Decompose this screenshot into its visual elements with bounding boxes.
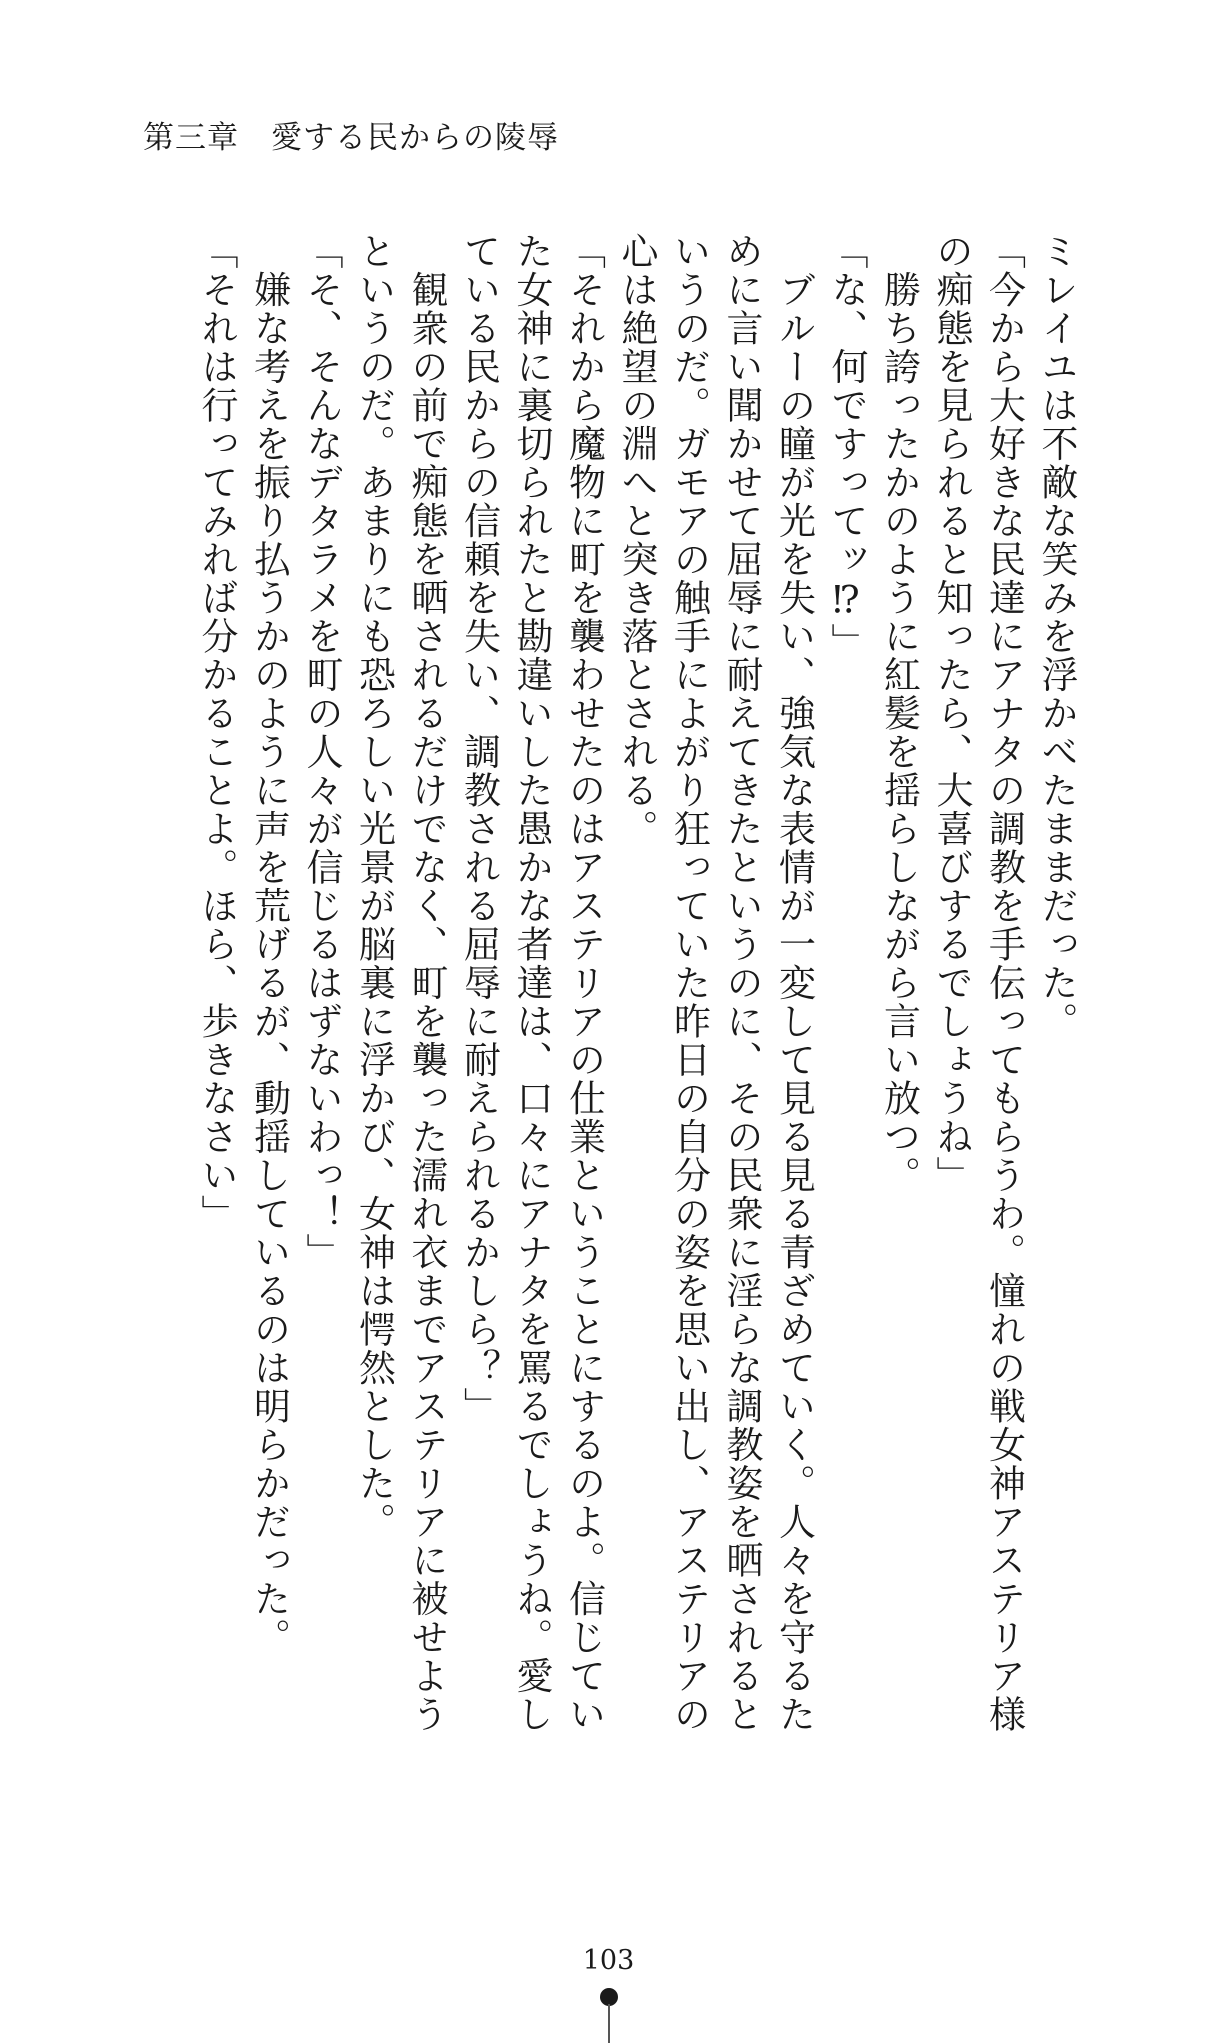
paragraph-5: ブルーの瞳が光を失い、強気な表情が一変して見る見る青ざめていく。人々を守るために言い聞かせて屈辱に耐えてきたというのに、その民衆に淫らな調教姿を晒されるというのだ。ガモアの触手によがり狂っていた昨日の自分の姿を思い出し、アステリアの心は絶望の淵へと突き落とされる。 xyxy=(615,232,816,1734)
paragraph-9: 嫌な考えを振り払うかのように声を荒げるが、動揺しているのは明らかだった。 xyxy=(247,232,291,1657)
paragraph-8: 「そ、そんなデタラメを町の人々が信じるはずないわっ！」 xyxy=(300,232,343,1272)
paragraph-7: 観衆の前で痴態を晒されるだけでなく、町を襲った濡れ衣までアステリアに被せようというのだ。あまりにも恐ろしい光景が脳裏に浮かび、女神は愕然とした。 xyxy=(352,232,448,1734)
paragraph-3: 勝ち誇ったかのように紅髪を揺らしながら言い放つ。 xyxy=(877,232,921,1195)
vertical-body-text xyxy=(82,232,1082,1752)
paragraph-4: 「な、何ですってッ⁉」 xyxy=(825,232,868,662)
page-number: 103 xyxy=(582,1945,635,1976)
page-marker-line xyxy=(608,2004,610,2043)
paragraph-2: 「今から大好きな民達にアナタの調教を手伝ってもらうわ。憧れの戦女神アステリア様の痴態を見られると知ったら、大喜びするでしょうね」 xyxy=(930,232,1026,1734)
paragraph-1: ミレイユは不敵な笑みを浮かべたままだった。 xyxy=(1035,232,1078,1041)
paragraph-6: 「それから魔物に町を襲わせたのはアステリアの仕業ということにするのよ。信じていた女神に裏切られたと勘違いした愚かな者達は、口々にアナタを罵るでしょうね。愛している民からの信頼を失い、調教される屈辱に耐えられるかしら？」 xyxy=(457,232,606,1734)
paragraph-10: 「それは行ってみれば分かることよ。ほら、歩きなさい」 xyxy=(195,232,238,1233)
chapter-title: 第三章 愛する民からの陵辱 xyxy=(143,120,559,156)
